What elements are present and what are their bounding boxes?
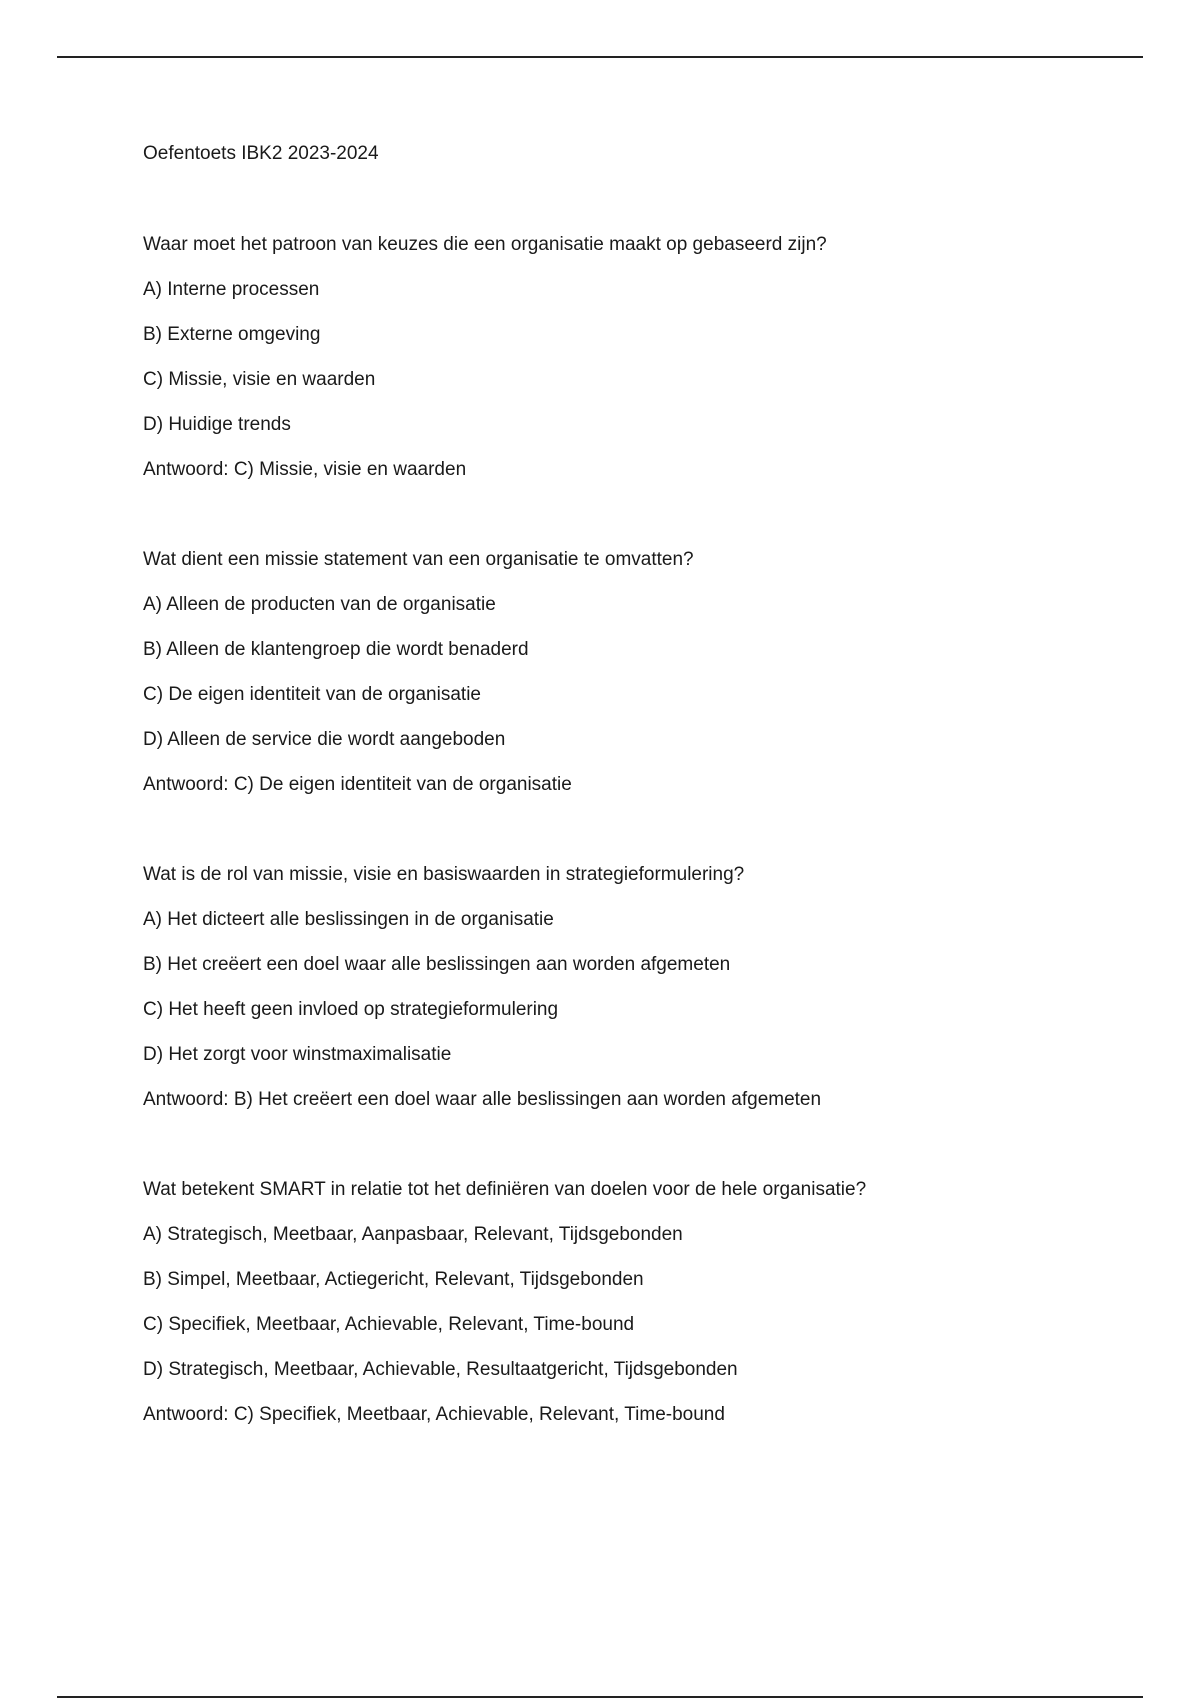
question-block-4 — [143, 1176, 1143, 1429]
option-a: A) Alleen de producten van de organisatie — [143, 594, 496, 615]
option-b: B) Simpel, Meetbaar, Actiegericht, Relevant, Tijdsgebonden — [143, 1269, 644, 1290]
option-d: D) Strategisch, Meetbaar, Achievable, Resultaatgericht, Tijdsgebonden — [143, 1359, 738, 1380]
question-block-3 — [143, 861, 1143, 1114]
option-a: A) Strategisch, Meetbaar, Aanpasbaar, Relevant, Tijdsgebonden — [143, 1224, 683, 1245]
option-c: C) De eigen identiteit van de organisatie — [143, 684, 481, 705]
question-text: Wat betekent SMART in relatie tot het definiëren van doelen voor de hele organisatie? — [143, 1179, 867, 1200]
option-a: A) Het dicteert alle beslissingen in de organisatie — [143, 909, 554, 930]
document-body — [143, 140, 1143, 1429]
question-block-2 — [143, 546, 1143, 799]
footer-divider — [57, 1696, 1143, 1698]
document-title: Oefentoets IBK2 2023-2024 — [143, 143, 379, 164]
question-block-1 — [143, 231, 1143, 484]
option-b: B) Externe omgeving — [143, 324, 321, 345]
option-c: C) Missie, visie en waarden — [143, 369, 376, 390]
answer-text: Antwoord: C) Missie, visie en waarden — [143, 459, 467, 480]
option-b: B) Alleen de klantengroep die wordt benaderd — [143, 639, 529, 660]
answer-text: Antwoord: B) Het creëert een doel waar alle beslissingen aan worden afgemeten — [143, 1089, 822, 1110]
option-d: D) Alleen de service die wordt aangeboden — [143, 729, 506, 750]
answer-text: Antwoord: C) De eigen identiteit van de organisatie — [143, 774, 572, 795]
question-text: Wat is de rol van missie, visie en basiswaarden in strategieformulering? — [143, 864, 745, 885]
header-divider — [57, 56, 1143, 58]
option-c: C) Specifiek, Meetbaar, Achievable, Relevant, Time-bound — [143, 1314, 635, 1335]
option-d: D) Huidige trends — [143, 414, 291, 435]
question-text: Wat dient een missie statement van een organisatie te omvatten? — [143, 549, 694, 570]
question-text: Waar moet het patroon van keuzes die een organisatie maakt op gebaseerd zijn? — [143, 234, 827, 255]
answer-text: Antwoord: C) Specifiek, Meetbaar, Achievable, Relevant, Time-bound — [143, 1404, 725, 1425]
option-c: C) Het heeft geen invloed op strategieformulering — [143, 999, 559, 1020]
option-a: A) Interne processen — [143, 279, 320, 300]
option-d: D) Het zorgt voor winstmaximalisatie — [143, 1044, 452, 1065]
option-b: B) Het creëert een doel waar alle beslissingen aan worden afgemeten — [143, 954, 731, 975]
